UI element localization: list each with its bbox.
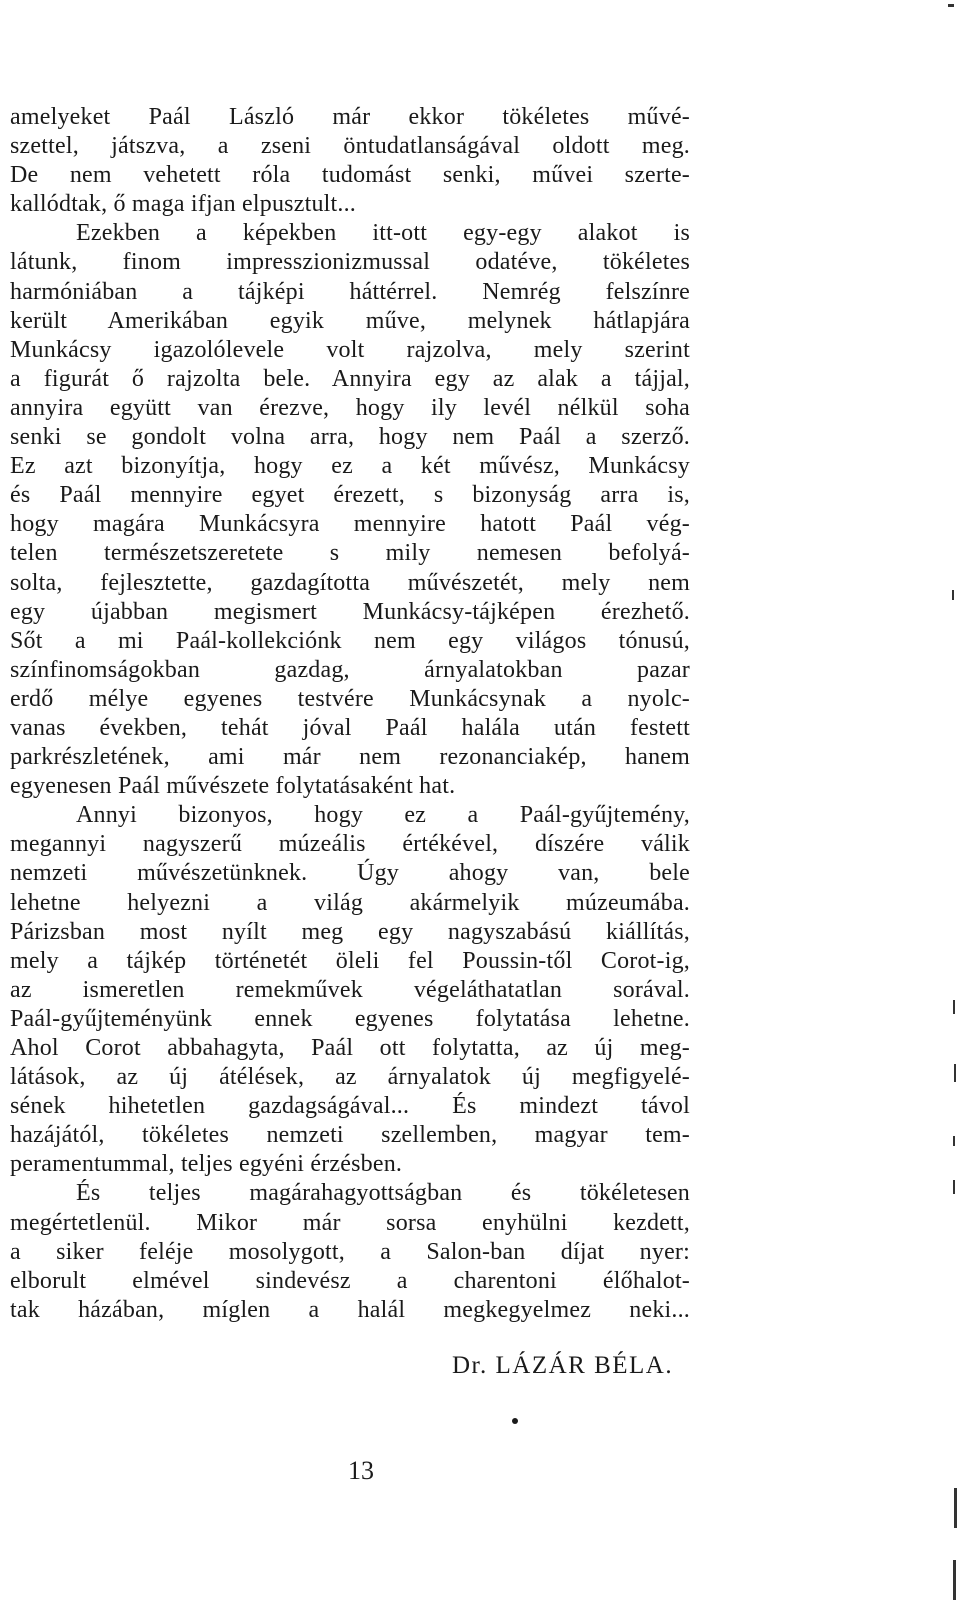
- text-line: tak házában, míglen a halál megkegyelmez neki...: [10, 1296, 690, 1323]
- text-line: megannyi nagyszerű múzeális értékével, díszére válik: [10, 831, 690, 858]
- text-line: kallódtak, ő maga ifjan elpusztult...: [10, 191, 356, 218]
- scan-artifact: [953, 1180, 955, 1194]
- scan-artifact: [954, 1064, 956, 1082]
- text-line: lehetne helyezni a világ akármelyik múzeumába.: [10, 889, 690, 916]
- text-line: solta, fejlesztette, gazdagította művészetét, mely nem: [10, 569, 690, 596]
- scan-artifact: [953, 1560, 956, 1600]
- text-line: nemzeti művészetünknek. Úgy ahogy van, bele: [10, 860, 690, 887]
- text-line: Annyi bizonyos, hogy ez a Paál-gyűjtemény,: [76, 802, 690, 829]
- text-line: elborult elmével sindevész a charentoni élőhalot-: [10, 1267, 690, 1294]
- text-line: egy újabban megismert Munkácsy-tájképen érezhető.: [10, 598, 690, 625]
- text-line: parkrészletének, ami már nem rezonanciakép, hanem: [10, 744, 690, 771]
- text-line: Munkácsy igazolólevele volt rajzolva, mely szerint: [10, 336, 690, 363]
- text-line: vanas években, tehát jóval Paál halála után festett: [10, 714, 690, 741]
- text-line: hogy magára Munkácsyra mennyire hatott Paál vég-: [10, 511, 690, 538]
- text-line: peramentummal, teljes egyéni érzésben.: [10, 1151, 403, 1178]
- text-line: Ezekben a képekben itt-ott egy-egy alakot is: [76, 220, 690, 247]
- text-line: harmóniában a tájképi háttérrel. Nemrég felszínre: [10, 278, 690, 305]
- text-line: Sőt a mi Paál-kollekciónk nem egy világos tónusú,: [10, 627, 690, 654]
- text-line: az ismeretlen remekművek végeláthatatlan sorával.: [10, 976, 690, 1003]
- text-line: látunk, finom impresszionizmussal odatéve, tökéletes: [10, 249, 690, 276]
- text-line: De nem vehetett róla tudomást senki, művei szerte-: [10, 162, 690, 189]
- text-line: a figurát ő rajzolta bele. Annyira egy az alak a tájjal,: [10, 365, 690, 392]
- text-line: a siker feléje mosolygott, a Salon-ban díjat nyer:: [10, 1238, 690, 1265]
- text-line: amelyeket Paál László már ekkor tökéletes művé-: [10, 104, 690, 130]
- scan-artifact: [954, 1488, 957, 1528]
- scan-artifact: [952, 590, 954, 600]
- text-line: telen természetszeretete s mily nemesen befolyá-: [10, 540, 690, 567]
- text-line: látások, az új átélések, az árnyalatok új megfigyelé-: [10, 1064, 690, 1091]
- text-line: sének hihetetlen gazdagságával... És mindezt távol: [10, 1093, 690, 1120]
- text-line: Ahol Corot abbahagyta, Paál ott folytatta, az új meg-: [10, 1035, 690, 1061]
- author-signature: Dr. LÁZÁR BÉLA.: [452, 1352, 674, 1379]
- text-line: És teljes magárahagyottságban és tökéletesen: [76, 1180, 690, 1207]
- text-line: Ez azt bizonyítja, hogy ez a két művész, Munkácsy: [10, 453, 690, 480]
- text-line: hazájától, tökéletes nemzeti szellemben, magyar tem-: [10, 1122, 690, 1149]
- text-line: került Amerikában egyik műve, melynek hátlapjára: [10, 307, 690, 334]
- text-line: erdő mélye egyenes testvére Munkácsynak a nyolc-: [10, 685, 690, 712]
- scan-artifact: [953, 1136, 955, 1146]
- page-number: 13: [348, 1456, 374, 1485]
- text-line: színfinomságokban gazdag, árnyalatokban pazar: [10, 656, 690, 683]
- text-line: senki se gondolt volna arra, hogy nem Paál a szerző.: [10, 424, 690, 451]
- text-line: szettel, játszva, a zseni öntudatlanságával oldott meg.: [10, 133, 690, 160]
- text-line: annyira együtt van érezve, hogy ily levél nélkül soha: [10, 394, 690, 421]
- text-line: mely a tájkép történetét öleli fel Poussin-től Corot-ig,: [10, 947, 690, 974]
- text-line: Paál-gyűjteményünk ennek egyenes folytatása lehetne.: [10, 1005, 690, 1032]
- text-line: megértetlenül. Mikor már sorsa enyhülni kezdett,: [10, 1209, 690, 1236]
- text-line: és Paál mennyire egyet érezett, s bizonyság arra is,: [10, 482, 690, 509]
- body-text: [10, 103, 690, 1325]
- print-speck: [512, 1418, 518, 1424]
- scan-artifact: [948, 4, 954, 7]
- text-line: egyenesen Paál művészete folytatásaként hat.: [10, 773, 456, 800]
- text-line: Párizsban most nyílt meg egy nagyszabású kiállítás,: [10, 918, 690, 945]
- scan-artifact: [953, 1000, 955, 1014]
